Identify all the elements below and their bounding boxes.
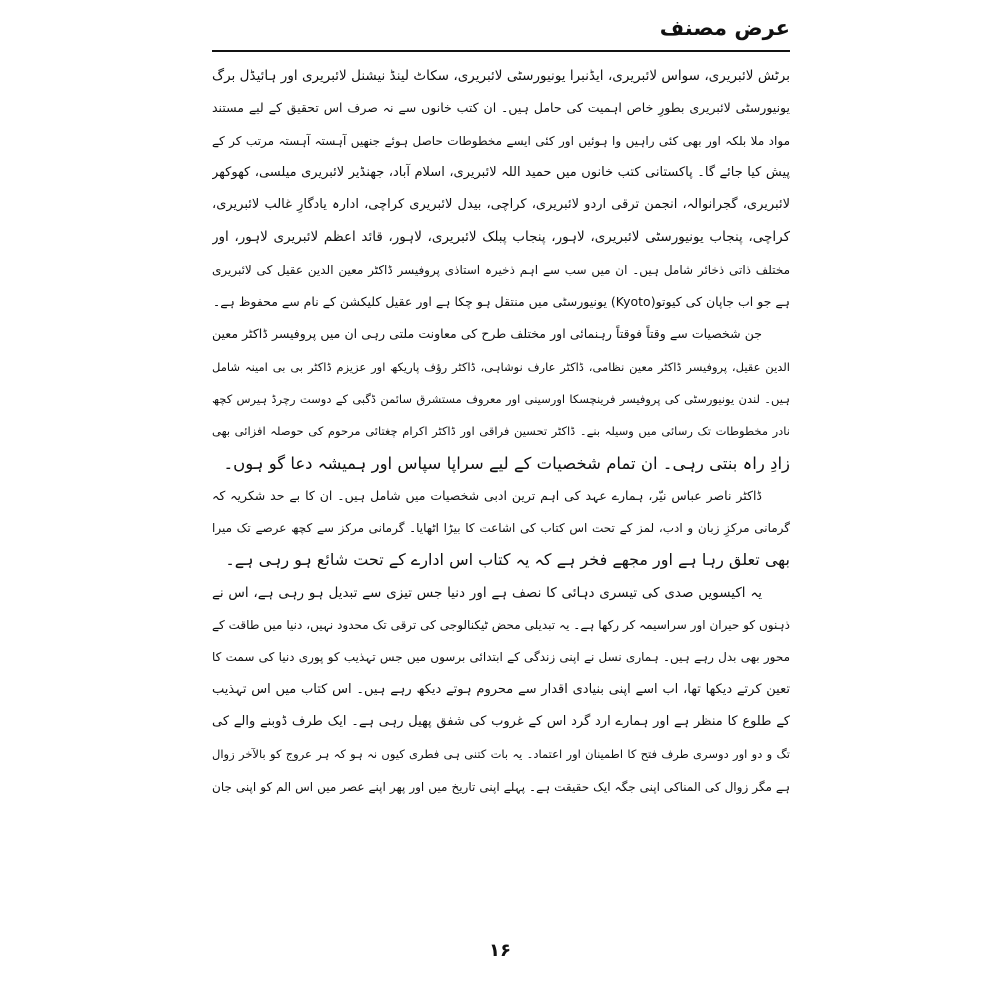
text-line: لائبریری، گجرانوالہ، انجمن ترقی اردو لائبریری، کراچی، بیدل لائبریری کراچی، ادارہ یادگارِ غالب لائبریری، — [212, 197, 790, 213]
text-line: جن شخصیات سے وقتاً فوقتاً رہنمائی اور مختلف طرح کی معاونت ملتی رہی ان میں پروفیسر ڈاکٹر معین — [212, 326, 762, 342]
page-number: ۱۶ — [489, 940, 511, 961]
text-line: ہیں۔ لندن یونیورسٹی کی پروفیسر فرینچسکا اورسینی اور معروف مستشرق سائمن ڈگبی کے دوست رچرڈ ہیرس کچھ — [212, 391, 790, 406]
text-line: نادر مخطوطات تک رسائی میں وسیلہ بنے۔ ڈاکٹر تحسین فراقی اور ڈاکٹر اکرام چغتائی مرحوم کی حوصلہ افزائی بھی — [212, 424, 790, 439]
text-line: ڈاکٹر ناصر عباس نیّر، ہمارے عہد کی اہم ترین ادبی شخصیات میں شامل ہیں۔ ان کا بے حد شکریہ کہ — [212, 487, 762, 503]
text-line: کے طلوع کا منظر ہے اور ہمارے ارد گرد اس کے غروب کی شفق پھیل رہی ہے۔ ایک طرف ڈوبنے والے کی — [212, 713, 790, 729]
text-line: یونیورسٹی لائبریری بطورِ خاص اہمیت کی حامل ہیں۔ ان کتب خانوں سے نہ صرف اس تحقیق کے لیے مستند — [212, 100, 790, 116]
header-rule — [212, 50, 790, 52]
text-line: مواد ملا بلکہ اور بھی کئی راہیں وا ہوئیں اور کئی ایسے مخطوطات حاصل ہوئے جنھیں آہستہ آہستہ مرتب کر کے — [212, 133, 790, 148]
running-head-title: عرض مصنف — [659, 16, 790, 40]
text-line: زادِ راہ بنتی رہی۔ ان تمام شخصیات کے لیے سراپا سپاس اور ہمیشہ دعا گو ہوں۔ — [223, 453, 790, 473]
text-line: محور بھی بدل رہے ہیں۔ ہماری نسل نے اپنی زندگی کے ابتدائی برسوں میں جس تہذیب کو پوری دنیا کی سمت کا — [212, 650, 790, 665]
text-line: پیش کیا جائے گا۔ پاکستانی کتب خانوں میں حمید اللہ لائبریری، اسلام آباد، جھنڈیر لائبریری میلسی، کھوکھر — [212, 164, 790, 180]
text-line: مختلف ذاتی ذخائر شامل ہیں۔ ان میں سب سے اہم ذخیرہ استاذی پروفیسر ڈاکٹر معین الدین عقیل کی لائبریری — [212, 262, 790, 277]
text-line: ہے مگر زوال کی المناکی اپنی جگہ ایک حقیقت ہے۔ پہلے اپنی تاریخ میں اور پھر اپنے عصر میں اس الم کو اپنی جان — [212, 779, 790, 794]
text-line: الدین عقیل، پروفیسر ڈاکٹر معین نظامی، ڈاکٹر عارف نوشاہی، ڈاکٹر رؤف پاریکھ اور عزیزم ڈاکٹر بی بی امینہ شامل — [212, 359, 790, 374]
text-line: ہے جو اب جاپان کی کیوتو(Kyoto) یونیورسٹی میں منتقل ہو چکا ہے اور عقیل کلیکشن کے نام سے محفوظ ہے۔ — [212, 294, 790, 310]
text-line: یہ اکیسویں صدی کی تیسری دہائی کا نصف ہے اور دنیا جس تیزی سے تبدیل ہو رہی ہے، اس نے — [212, 584, 762, 601]
text-line: ذہنوں کو حیران اور سراسیمہ کر رکھا ہے۔ یہ تبدیلی محض ٹیکنالوجی کی ترقی تک محدود نہیں، دنیا میں طاقت کے — [212, 618, 790, 633]
text-line: تعین کرتے دیکھا تھا، اب اسے اپنی بنیادی اقدار سے محروم ہوتے دیکھ رہے ہیں۔ اس کتاب میں اس تہذیب — [212, 681, 790, 697]
text-line: بھی تعلق رہا ہے اور مجھے فخر ہے کہ یہ کتاب اس ادارے کے تحت شائع ہو رہی ہے۔ — [225, 550, 790, 570]
body-text — [212, 60, 790, 803]
text-line: برٹش لائبریری، سواس لائبریری، ایڈنبرا یونیورسٹی لائبریری، سکاٹ لینڈ نیشنل لائبریری اور ہائیڈل برگ — [212, 68, 790, 84]
text-line: تگ و دو اور دوسری طرف فتح کا اطمینان اور اعتماد۔ یہ بات کتنی ہی فطری کیوں نہ ہو کہ ہر عروج کو بالآخر زوال — [212, 747, 790, 762]
text-line: گرمانی مرکزِ زبان و ادب، لمز کے تحت اس کتاب کی اشاعت کا بیڑا اٹھایا۔ گرمانی مرکز سے کچھ عرصے تک میرا — [212, 521, 790, 536]
text-line: کراچی، پنجاب یونیورسٹی لائبریری، لاہور، پنجاب پبلک لائبریری، لاہور، قائد اعظم لائبریری لاہور، اور — [212, 229, 790, 246]
